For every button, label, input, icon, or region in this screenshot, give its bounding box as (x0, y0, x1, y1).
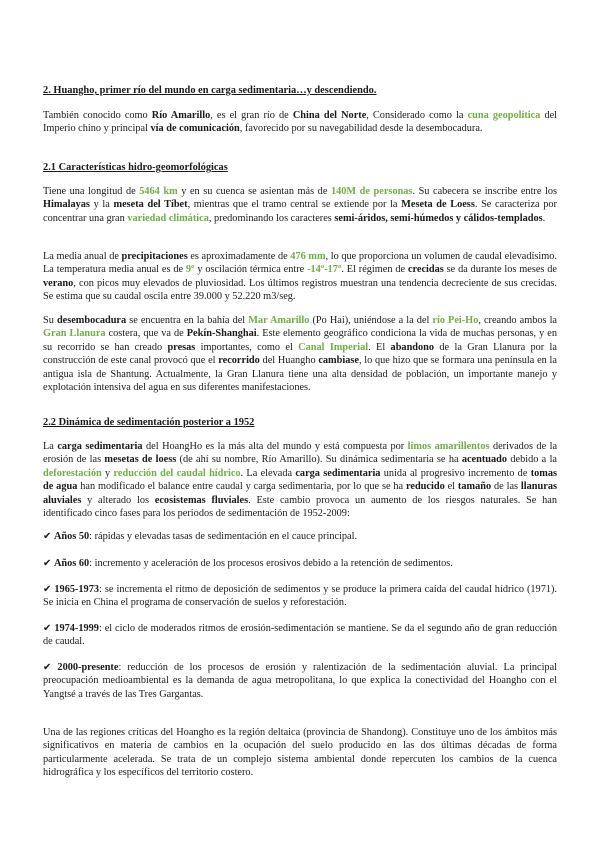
check-icon: ✔ (43, 662, 52, 673)
section-heading-sedimentation: 2.2 Dinámica de sedimentación posterior a 1952 (43, 417, 255, 428)
phase-item: ✔ 1974-1999: el ciclo de moderados ritmos de erosión-sedimentación se mantiene. Se da el segundo año de gran reducción de caudal. (43, 623, 557, 648)
section-heading-huangho: 2. Huangho, primer río del mundo en carga sedimentaria…y descendiendo. (43, 85, 377, 96)
hydro-paragraph-mouth: Su desembocadura se encuentra en la bahía del Mar Amarillo (Po Hai), uniéndose a la del río Pei-Ho, creando ambos la Gran Llanura costera, que va de Pekín-Shanghai. Este elemento geográfico condiciona la vida de muchas personas, y en su recorrido se han creado presas importantes, como el Canal Imperial. El abandono de la Gran Llanura por la construcción de este canal provocó que el recorrido del Huangho cambiase, lo que hizo que se formara una península en la antigua isla de Shantung. Actualmente, la Gran Llanura tiene una alta densidad de población, un importante manejo y explotación intensiva del agua en sus diferentes manifestaciones. (43, 315, 558, 394)
phase-item: ✔ Años 50: rápidas y elevadas tasas de sedimentación en el cauce principal. (43, 531, 358, 542)
section-heading-hydro: 2.1 Características hidro-geomorfológicas (43, 162, 228, 173)
check-icon: ✔ (43, 623, 52, 634)
phase-item: ✔ 2000-presente: reducción de los procesos de erosión y ralentización de la sedimentación aluvial. La principal preocupación medioambiental es la demanda de agua metropolitana, lo que explica la conectividad del Hoangho con el Yangtsé a través de las Tres Gargantas. (43, 662, 558, 700)
hydro-paragraph-length: Tiene una longitud de 5464 km y en su cuenca se asientan más de 140M de personas. Su cabecera se inscribe entre los Himalayas y la meseta del Tíbet, mientras que el tramo central se extiende por la Meseta de Loess. Se caracteriza por concentrar una gran variedad climática, predominando los caracteres semi-áridos, semi-húmedos y cálidos-templados. (43, 186, 558, 224)
phase-item: ✔ Años 60: incremento y aceleración de los procesos erosivos debido a la retención de sedimentos. (43, 558, 453, 569)
check-icon: ✔ (43, 584, 52, 595)
check-icon: ✔ (43, 558, 52, 569)
phase-item: ✔ 1965-1973: se incrementa el ritmo de deposición de sedimentos y se produce la primera caída del caudal hídrico (1971). Se inicia en China el programa de conservación de suelos y reforestación. (43, 584, 557, 609)
delta-paragraph: Una de las regiones críticas del Hoangho es la región deltaica (provincia de Shandong). Constituye uno de los ámbitos más significativos en materia de cambios en la ocupación del suelo producido en las dos últimas décadas de forma particularmente acelerada. Se trata de un complejo sistema ambiental donde repercuten los cambios de la cuenca hidrográfica y los específicos del territorio costero. (43, 727, 557, 779)
intro-paragraph: También conocido como Río Amarillo, es el gran río de China del Norte, Considerado como la cuna geopolítica del Imperio chino y principal vía de comunicación, favorecido por su navegabilidad desde la desembocadura. (43, 110, 558, 135)
hydro-paragraph-precipitation: La media anual de precipitaciones es aproximadamente de 476 mm, lo que proporciona un volumen de caudal elevadísimo. La temperatura media anual es de 9º y oscilación térmica entre -14º-17º. El régimen de crecidas se da durante los meses de verano, con picos muy elevados de pluviosidad. Los últimos registros muestran una tendencia decreciente de sus crecidas. Se estima que su caudal oscila entre 39.000 y 52.220 m3/seg. (43, 251, 557, 303)
check-icon: ✔ (43, 531, 52, 542)
sedimentation-paragraph: La carga sedimentaria del HoangHo es la más alta del mundo y está compuesta por limos amarillentos derivados de la erosión de las mesetas de loess (de ahí su nombre, Río Amarillo). Su dinámica sedimentaria se ha acentuado debido a la deforestación y reducción del caudal hídrico. La elevada carga sedimentaria unida al progresivo incremento de tomas de agua han modificado el balance entre caudal y carga sedimentaria, por lo que se ha reducido el tamaño de las llanuras aluviales y alterado los ecosistemas fluviales. Este cambio provoca un aumento de los riesgos naturales. Se han identificado cinco fases para los periodos de sedimentación de 1952-2009: (43, 441, 558, 520)
